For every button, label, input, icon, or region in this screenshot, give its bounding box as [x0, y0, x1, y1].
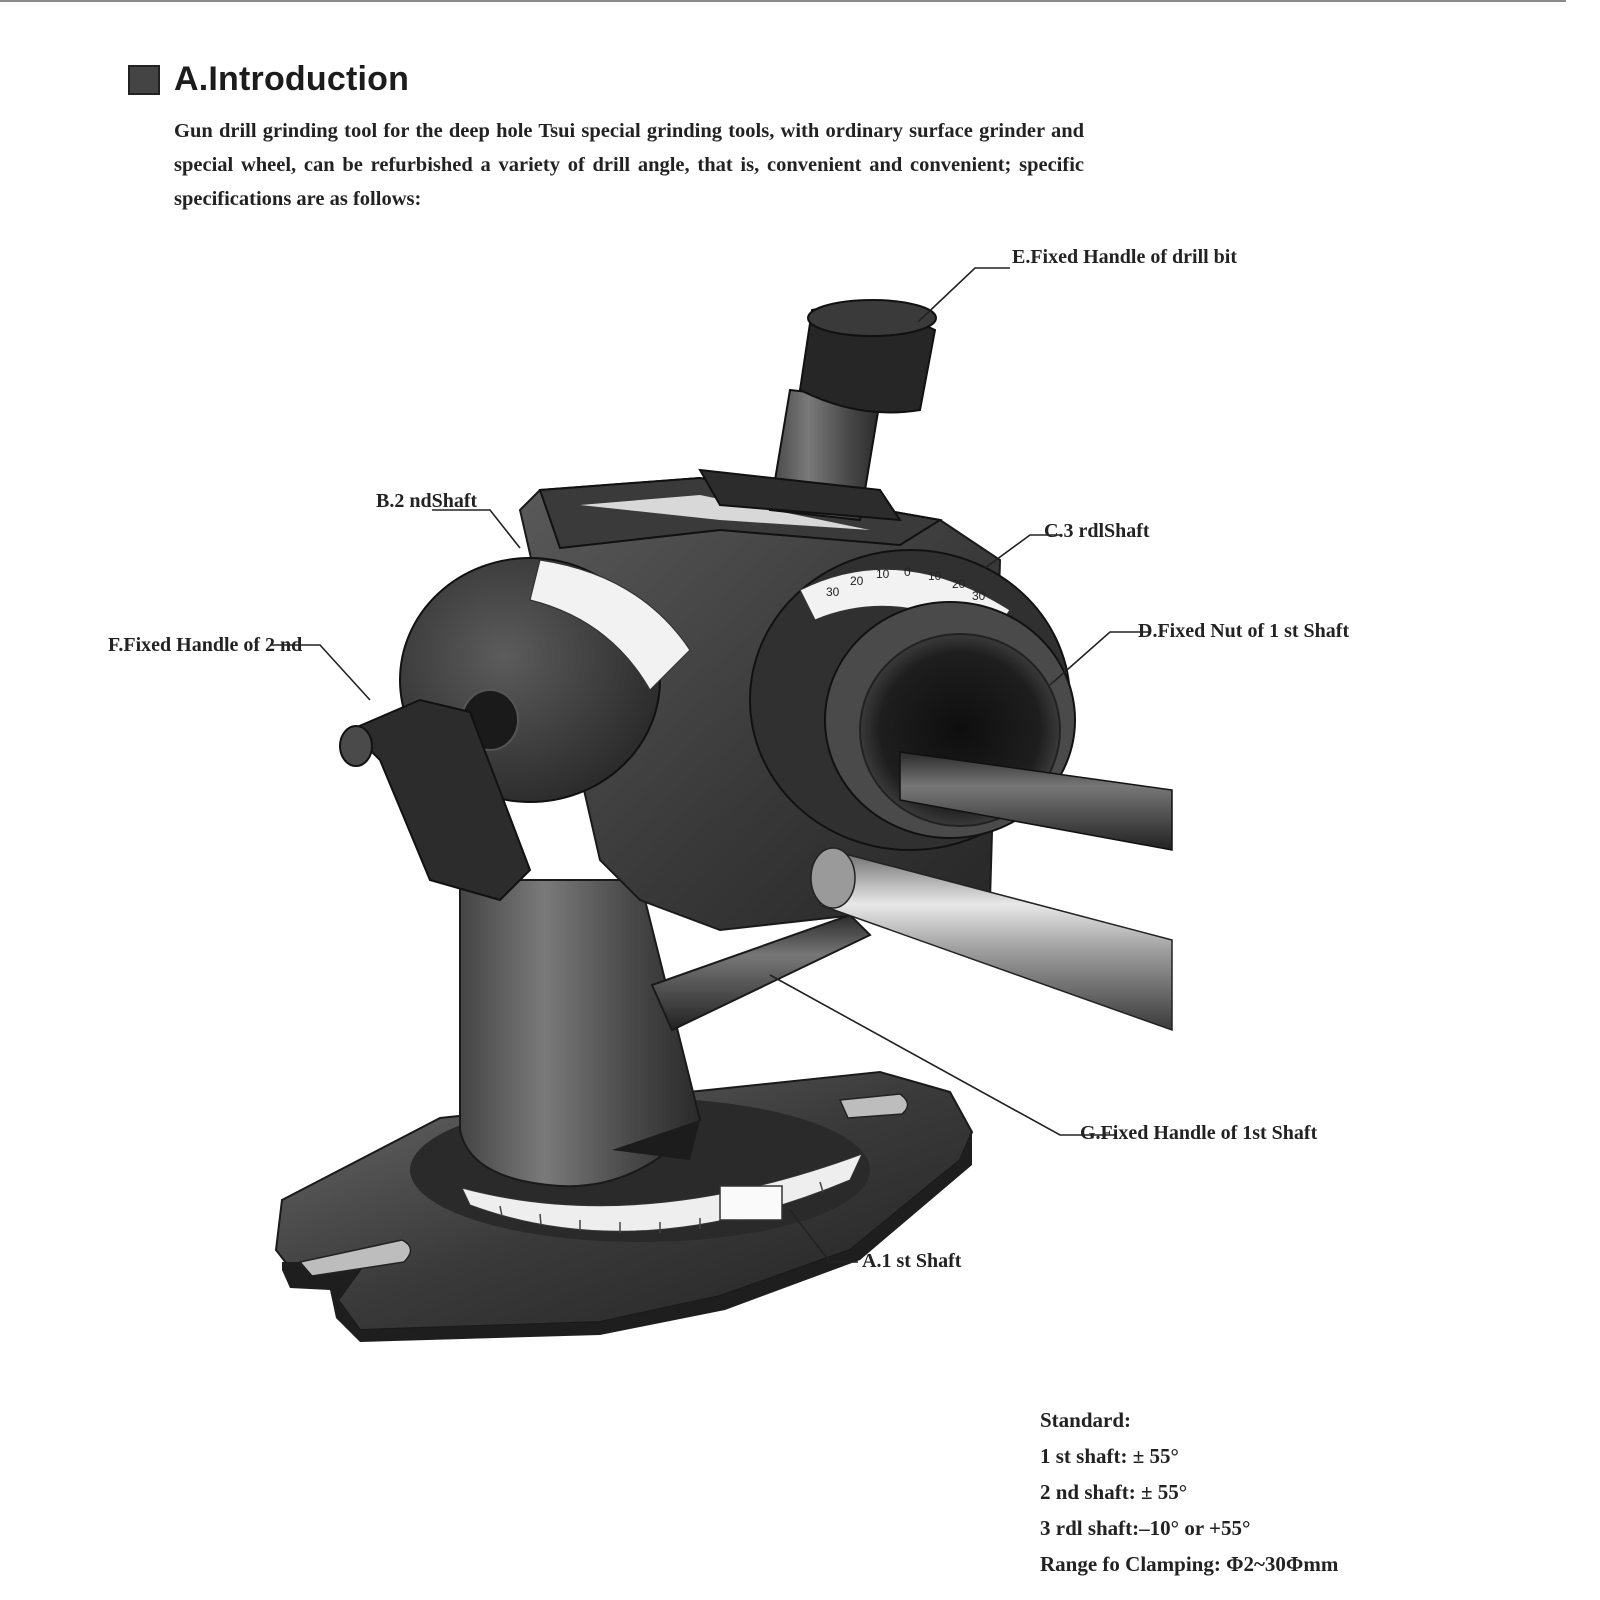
scale-label: 20 [850, 574, 864, 588]
spec-clamping-range: Range fo Clamping: Φ2~30Φmm [1040, 1552, 1339, 1576]
scale-label: 10 [876, 567, 890, 581]
callout-drill-bit-handle: E.Fixed Handle of drill bit [1012, 246, 1238, 268]
scale-label: 30 [972, 589, 986, 603]
callout-third-shaft: C.3 rdlShaft [1044, 520, 1150, 542]
specifications [1040, 1402, 1338, 1582]
scale-label: 30 [826, 585, 840, 599]
callout-first-shaft-nut: D.Fixed Nut of 1 st Shaft [1138, 620, 1350, 642]
support-column [460, 880, 700, 1186]
scale-label: 10 [928, 569, 942, 583]
spec-third-shaft: 3 rdl shaft:–10° or +55° [1040, 1516, 1251, 1540]
scale-label: 0 [904, 565, 911, 579]
spec-heading: Standard: [1040, 1408, 1132, 1432]
callout-first-shaft: A.1 st Shaft [862, 1250, 962, 1272]
intro-paragraph: Gun drill grinding tool for the deep hole Tsui special grinding tools, with ordinary surface grinder and special wheel, can be refurbished a variety of drill angle, that is, convenient and convenient; specific specifications are as follows: [174, 120, 1084, 210]
section-title: A.Introduction [174, 60, 410, 98]
drill-bit-handle [700, 300, 936, 520]
callout-first-shaft-handle: G.Fixed Handle of 1st Shaft [1080, 1122, 1318, 1144]
callout-second-shaft-handle: F.Fixed Handle of 2 nd [108, 634, 303, 656]
spec-first-shaft: 1 st shaft: ± 55° [1040, 1444, 1179, 1468]
callout-second-shaft: B.2 ndShaft [376, 490, 478, 512]
spec-second-shaft: 2 nd shaft: ± 55° [1040, 1480, 1188, 1504]
scale-label: 20 [952, 577, 966, 591]
